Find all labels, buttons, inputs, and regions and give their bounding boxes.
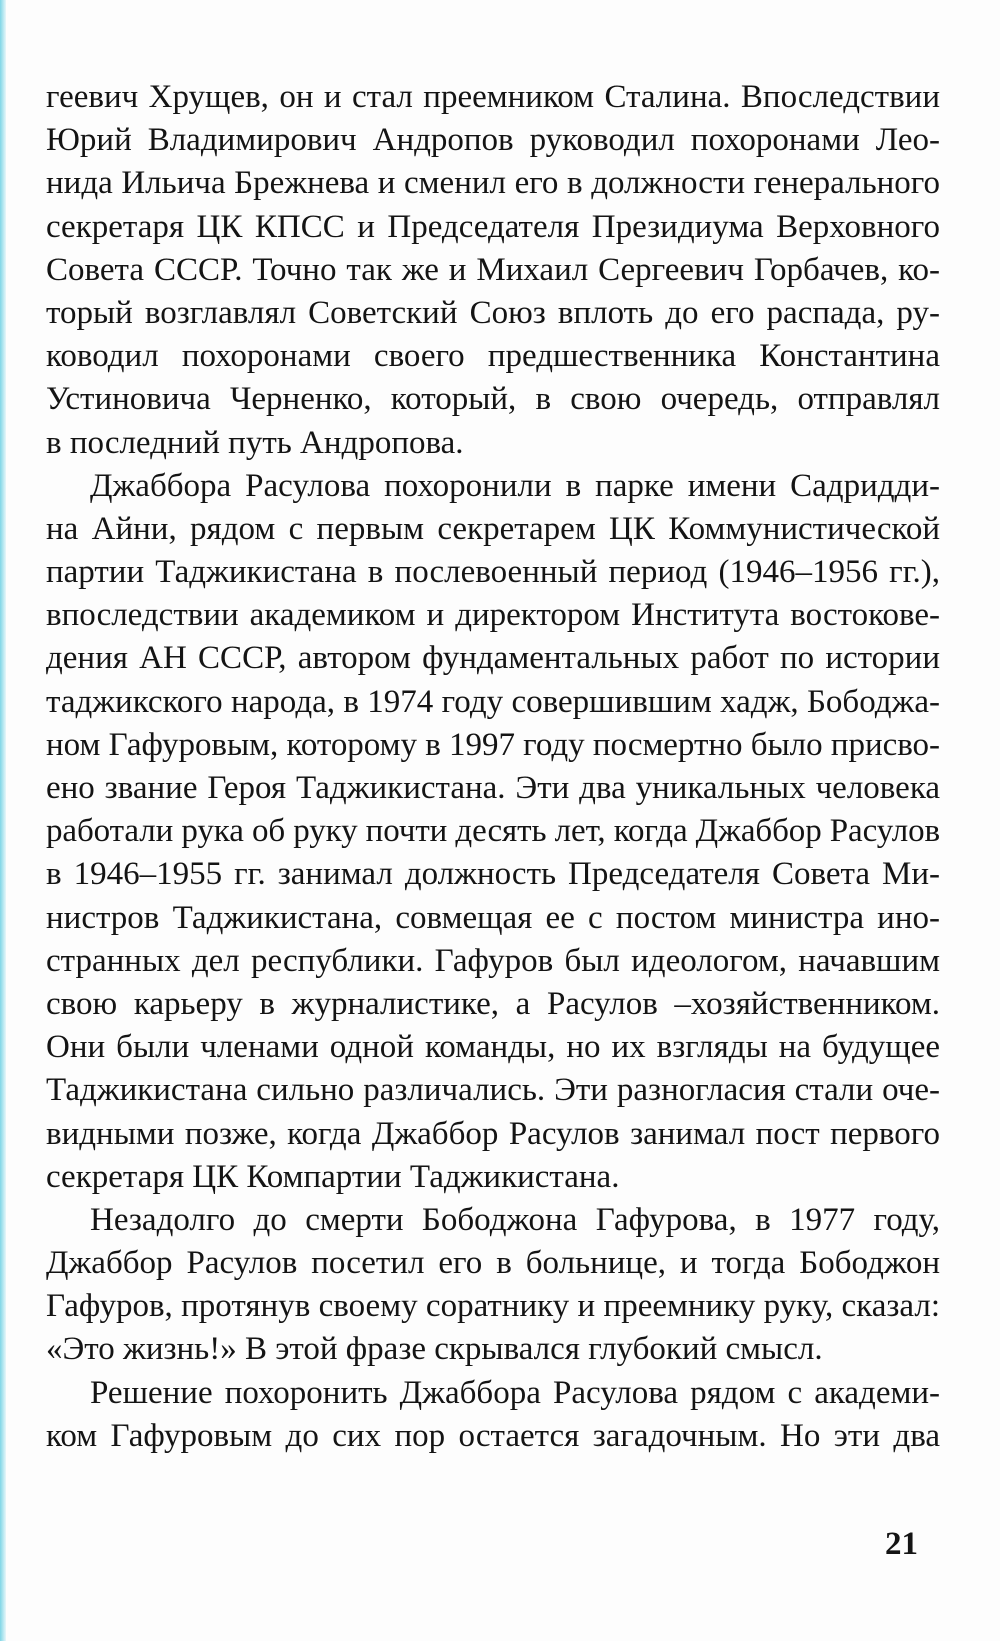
text-line: партии Таджикистана в послевоенный период (1946–1956 гг.), [46,554,940,591]
text-line: таджикского народа, в 1974 году совершившим хадж, Бободжа- [46,683,940,720]
paragraph-1 [46,76,940,465]
text-line: видными позже, когда Джаббор Расулов занимал пост первого [46,1115,940,1152]
text-line: впоследствии академиком и директором Института востокове- [46,597,940,634]
paragraph-3 [46,1199,940,1372]
text-line: нистров Таджикистана, совмещая ее с постом министра ино- [46,899,940,936]
text-line: ено звание Героя Таджикистана. Эти два уникальных человека [46,770,940,806]
text-line: в последний путь Андропова. [46,424,464,461]
text-line: Таджикистана сильно различались. Эти разногласия стали оче- [46,1072,940,1109]
page-number: 21 [885,1526,918,1562]
text-line: нида Ильича Брежнева и сменил его в должности генерального [46,165,940,202]
text-line: Гафуров, протянув своему соратнику и преемнику руку, сказал: [46,1288,940,1325]
body-text [46,76,940,1458]
text-line: секретаря ЦК Компартии Таджикистана. [46,1158,620,1195]
text-line: геевич Хрущев, он и стал преемником Сталина. Впоследствии [46,79,940,115]
text-line: ком Гафуровым до сих пор остается загадочным. Но эти два [46,1417,940,1454]
text-line: свою карьеру в журналистике, а Расулов –хозяйственником. [46,985,940,1022]
text-line: ном Гафуровым, которому в 1997 году посмертно было присво- [46,726,940,763]
text-line: дения АН СССР, автором фундаментальных работ по истории [46,640,940,677]
text-line: работали рука об руку почти десять лет, когда Джаббор Расулов [46,813,940,850]
text-line: торый возглавлял Советский Союз вплоть до его распада, ру- [46,294,940,331]
text-line: в 1946–1955 гг. занимал должность Председателя Совета Ми- [46,856,940,893]
paragraph-2 [46,465,940,1199]
page-edge [0,0,6,1641]
text-line: Джаббора Расулова похоронили в парке имени Садридди- [90,467,940,504]
text-line: на Айни, рядом с первым секретарем ЦК Коммунистической [46,510,940,547]
text-line: Устиновича Черненко, который, в свою очередь, отправлял [46,381,940,418]
paragraph-4 [46,1372,940,1458]
text-line: ководил похоронами своего предшественника Константина [46,338,940,375]
text-line: Решение похоронить Джаббора Расулова рядом с академи- [90,1374,940,1411]
text-line: «Это жизнь!» В этой фразе скрывался глубокий смысл. [46,1331,823,1368]
text-line: странных дел республики. Гафуров был идеологом, начавшим [46,942,940,979]
text-line: Они были членами одной команды, но их взгляды на будущее [46,1029,940,1066]
text-line: секретаря ЦК КПСС и Председателя Президиума Верховного [46,208,940,245]
text-line: Джаббор Расулов посетил его в больнице, и тогда Бободжон [46,1245,940,1282]
text-line: Незадолго до смерти Бободжона Гафурова, в 1977 году, [90,1201,940,1238]
text-line: Совета СССР. Точно так же и Михаил Сергеевич Горбачев, ко- [46,251,940,288]
text-line: Юрий Владимирович Андропов руководил похоронами Лео- [46,122,940,159]
